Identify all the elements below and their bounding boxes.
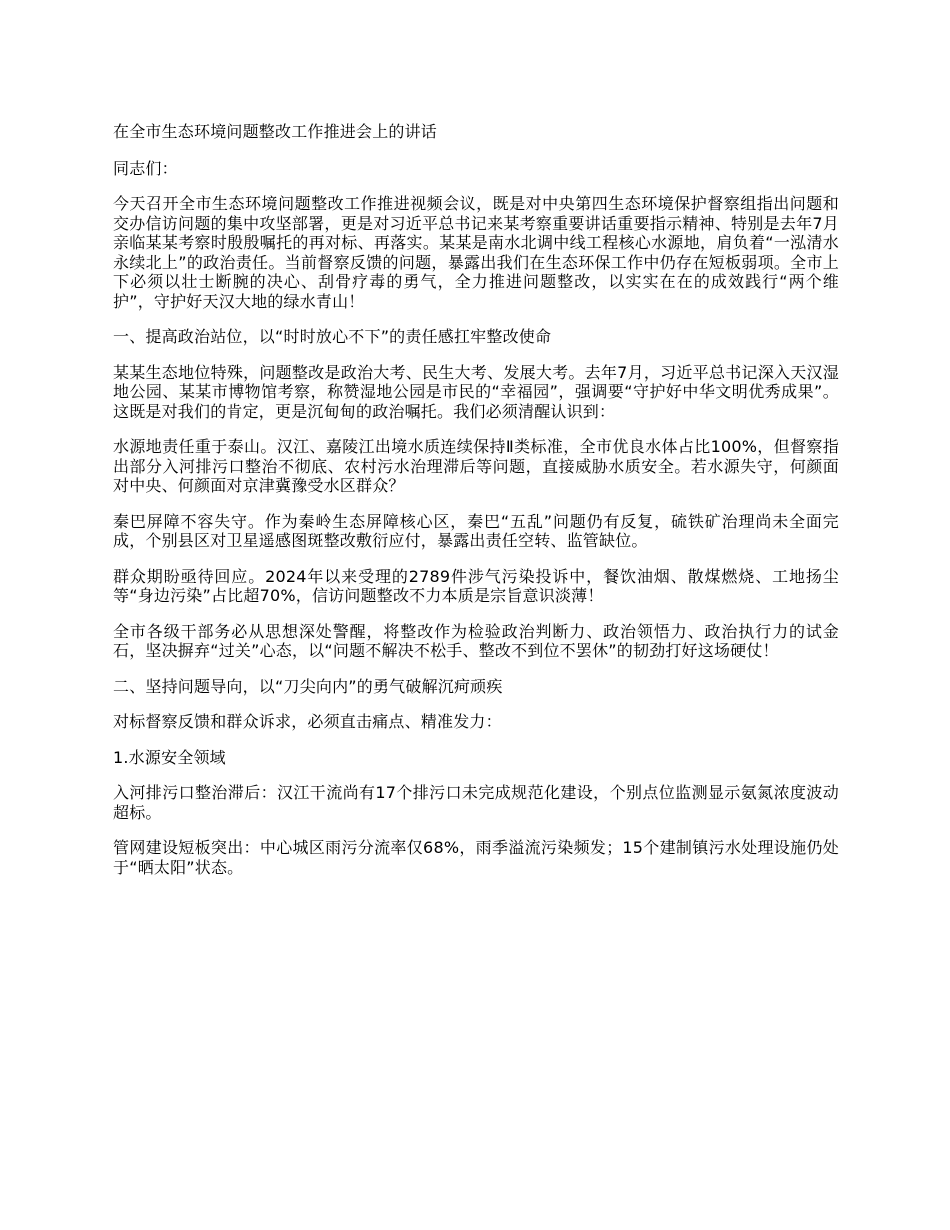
section-1-paragraph-3: 秦巴屏障不容失守。作为秦岭生态屏障核心区，秦巴“五乱”问题仍有反复，硫铁矿治理尚未全面完成，个别县区对卫星遥感图斑整改敷衍应付，暴露出责任空转、监管缺位。 — [113, 511, 839, 550]
section-1-heading: 一、提高政治站位，以“时时放心不下”的责任感扛牢整改使命 — [113, 327, 552, 346]
section-2-heading: 二、坚持问题导向，以“刀尖向内”的勇气破解沉疴顽疾 — [113, 676, 503, 696]
section-2-paragraph-2: 入河排污口整治滞后：汉江干流尚有17个排污口未完成规范化建设，个别点位监测显示氨氮浓度波动超标。 — [113, 783, 839, 822]
intro-paragraph: 今天召开全市生态环境问题整改工作推进视频会议，既是对中央第四生态环境保护督察组指出问题和交办信访问题的集中攻坚部署，更是对习近平总书记来某考察重要讲话重要指示精神、特别是去年7月亲临某某考察时殷殷嘱托的再对标、再落实。某某是南水北调中线工程核心水源地，肩负着“一泓清水永续北上”的政治责任。当前督察反馈的问题，暴露出我们在生态环保工作中仍存在短板弱项。全市上下必须以壮士断腕的决心、刮骨疗毒的勇气，全力推进问题整改，以实实在在的成效践行“两个维护”，守护好天汉大地的绿水青山！ — [113, 194, 839, 311]
section-2-paragraph-3: 管网建设短板突出：中心城区雨污分流率仅68%，雨季溢流污染频发；15个建制镇污水处理设施仍处于“晒太阳”状态。 — [113, 838, 839, 877]
document-title: 在全市生态环境问题整改工作推进会上的讲话 — [113, 122, 438, 141]
section-1-paragraph-4: 群众期盼亟待回应。2024年以来受理的2789件涉气污染投诉中，餐饮油烟、散煤燃烧、工地扬尘等“身边污染”占比超70%，信访问题整改不力本质是宗旨意识淡薄！ — [113, 566, 839, 605]
section-1-paragraph-2: 水源地责任重于泰山。汉江、嘉陵江出境水质连续保持Ⅱ类标准，全市优良水体占比100%，但督察指出部分入河排污口整治不彻底、农村污水治理滞后等问题，直接威胁水质安全。若水源失守，何颜面对中央、何颜面对京津冀豫受水区群众？ — [113, 437, 839, 495]
greeting: 同志们： — [113, 158, 178, 178]
section-1-paragraph-1: 某某生态地位特殊，问题整改是政治大考、民生大考、发展大考。去年7月，习近平总书记深入天汉湿地公园、某某市博物馆考察，称赞湿地公园是市民的“幸福园”，强调要“守护好中华文明优秀成果”。这既是对我们的肯定，更是沉甸甸的政治嘱托。我们必须清醒认识到： — [113, 362, 839, 421]
section-2-subheading-1: 1.水源安全领域 — [113, 747, 226, 767]
document-body — [113, 122, 839, 893]
section-2-paragraph-1: 对标督察反馈和群众诉求，必须直击痛点、精准发力： — [113, 712, 502, 731]
section-1-paragraph-5: 全市各级干部务必从思想深处警醒，将整改作为检验政治判断力、政治领悟力、政治执行力的试金石，坚决摒弃“过关”心态，以“问题不解决不松手、整改不到位不罢休”的韧劲打好这场硬仗！ — [113, 621, 839, 660]
